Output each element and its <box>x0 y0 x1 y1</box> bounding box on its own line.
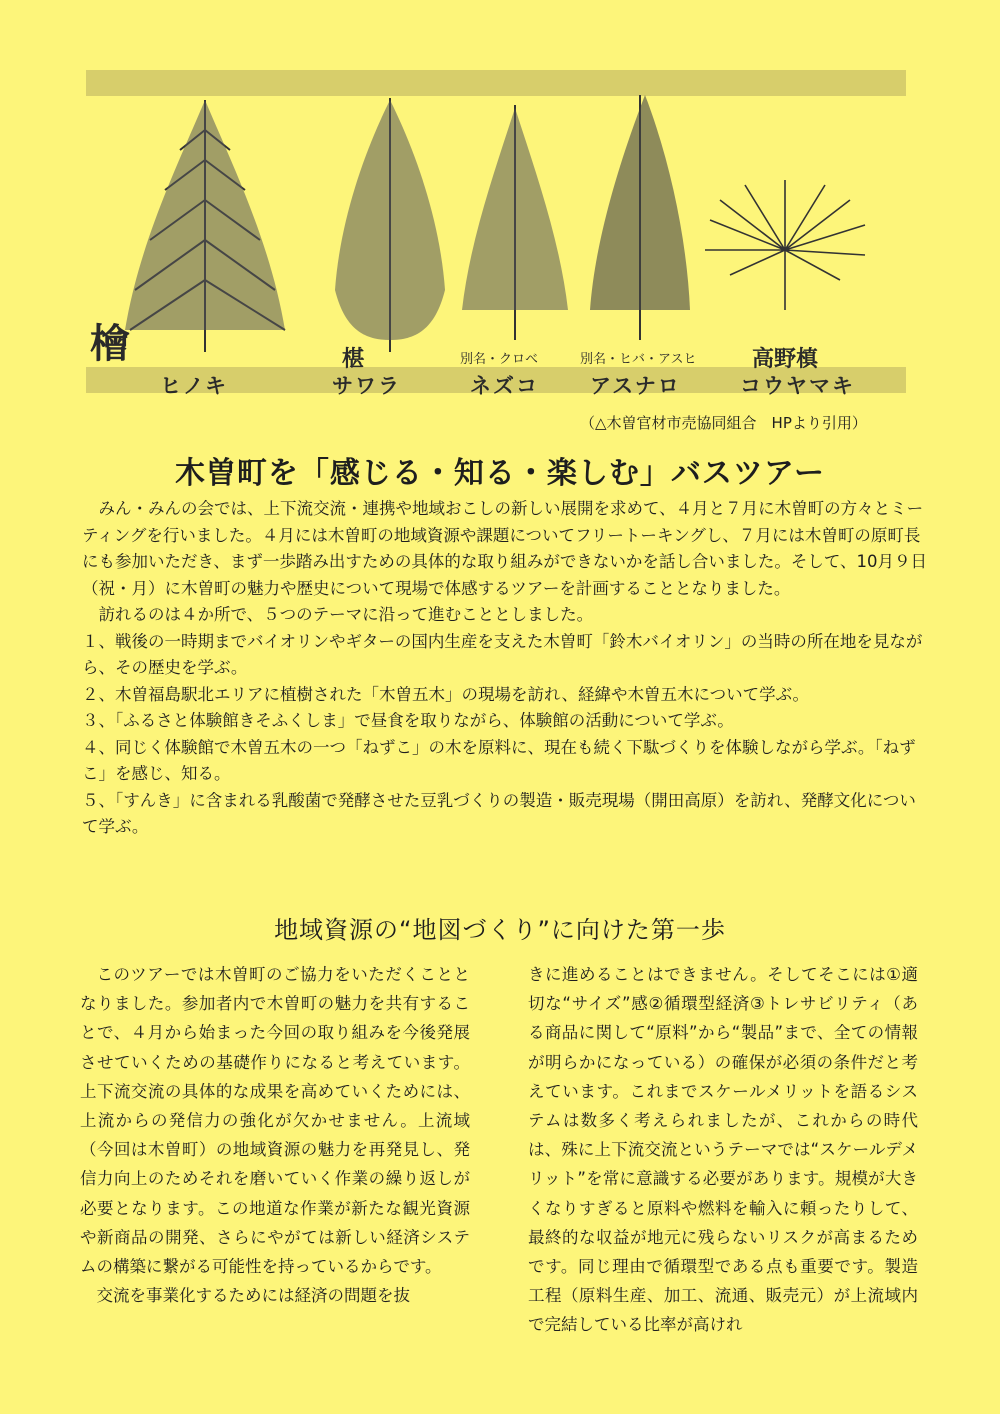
list-item: ４、同じく体験館で木曽五木の一つ「ねずこ」の木を原料に、現在も続く下駄づくりを体験しながら学ぶ。「ねずこ」を感じ、知る。 <box>82 737 916 783</box>
koyamaki-kanji: 高野槙 <box>752 347 819 372</box>
nezuko-alias: 別名・クロベ <box>460 352 539 367</box>
koyamaki-illustration <box>700 180 870 320</box>
left-column <box>80 960 470 1310</box>
sawara-label: サワラ <box>332 374 401 398</box>
sawara-kanji: 椹 <box>342 347 365 372</box>
asunaro-alias: 別名・ヒバ・アスヒ <box>580 352 697 367</box>
list-item: ３、「ふるさと体験館きそふくしま」で昼食を取りながら、体験館の活動について学ぶ。 <box>82 711 734 730</box>
theme-list <box>82 629 932 841</box>
tree-illustrations <box>80 80 900 400</box>
page-title: 木曽町を「感じる・知る・楽しむ」バスツアー <box>174 456 826 491</box>
list-item: １、戦後の一時期までバイオリンやギターの国内生産を支えた木曽町「鈴木バイオリン」の当時の所在地を見ながら、その歴史を学ぶ。 <box>82 631 923 677</box>
hinoki-label: ヒノキ <box>160 374 228 398</box>
hinoki-illustration <box>110 90 300 360</box>
left-paragraph: このツアーでは木曽町のご協力をいただくこととなりました。参加者内で木曽町の魅力を共有することで、４月から始まった今回の取り組みを今後発展させていくための基礎作りになると考えています。上下流交流の具体的な成果を高めていくためには、上流からの発信力の強化が欠かせません。上流域（今回は木曽町）の地域資源の魅力を再発見し、発信力向上のためそれを磨いていく作業の繰り返しが必要となります。この地道な作業が新たな観光資源や新商品の開発、さらにやがては新しい経済システムの構築に繋がる可能性を持っているからです。 <box>80 965 470 1277</box>
list-item: ５、「すんき」に含まれる乳酸菌で発酵させた豆乳づくりの製造・販売現場（開田高原）を訪れ、発酵文化について学ぶ。 <box>82 790 916 836</box>
hinoki-kanji: 檜 <box>90 321 130 367</box>
right-paragraph: きに進めることはできません。そしてそこには①適切な“サイズ”感②循環型経済③トレサビリティ（ある商品に関して“原料”から“製品”まで、全ての情報が明らかになっている）の確保が必須の条件だと考えています。これまでスケールメリットを語るシステムは数多く考えられましたが、これからの時代は、殊に上下流交流というテーマでは“スケールデメリット”を常に意識する必要があります。規模が大きくなりすぎると原料や燃料を輸入に頼ったりして、最終的な収益が地元に残らないリスクが高まるためです。同じ理由で循環型である点も重要です。製造工程（原料生産、加工、流通、販売元）が上流域内で完結している比率が高けれ <box>528 965 918 1335</box>
sawara-illustration <box>320 90 460 360</box>
koyamaki-label: コウヤマキ <box>740 374 855 398</box>
nezuko-label: ネズコ <box>470 374 539 398</box>
intro-section <box>82 496 932 841</box>
list-item: ２、木曽福島駅北エリアに植樹された「木曽五木」の現場を訪れ、経緯や木曽五木について学ぶ。 <box>82 684 809 704</box>
left-paragraph: 交流を事業化するためには経済の問題を抜 <box>96 1286 410 1306</box>
nezuko-illustration <box>450 100 580 350</box>
image-credit: （△木曽官材市売協同組合 HPより引用） <box>580 414 867 432</box>
intro-paragraph: みん・みんの会では、上下流交流・連携や地域おこしの新しい展開を求めて、４月と７月に木曽町の方々とミーティングを行いました。４月には木曽町の地域資源や課題についてフリートーキングし、７月には木曽町の原町長にも参加いただき、まず一歩踏み出すための具体的な取り組みができないかを話し合いました。そして、10月９日（祝・月）に木曽町の魅力や歴史について現場で体感するツアーを計画することとなりました。 <box>82 499 928 598</box>
asunaro-illustration <box>575 90 705 350</box>
asunaro-label: アスナロ <box>590 374 681 398</box>
right-column <box>528 960 918 1340</box>
section-title: 地域資源の“地図づくり”に向けた第一歩 <box>274 916 726 944</box>
intro-paragraph: 訪れるのは４か所で、５つのテーマに沿って進むこととしました。 <box>98 605 594 624</box>
